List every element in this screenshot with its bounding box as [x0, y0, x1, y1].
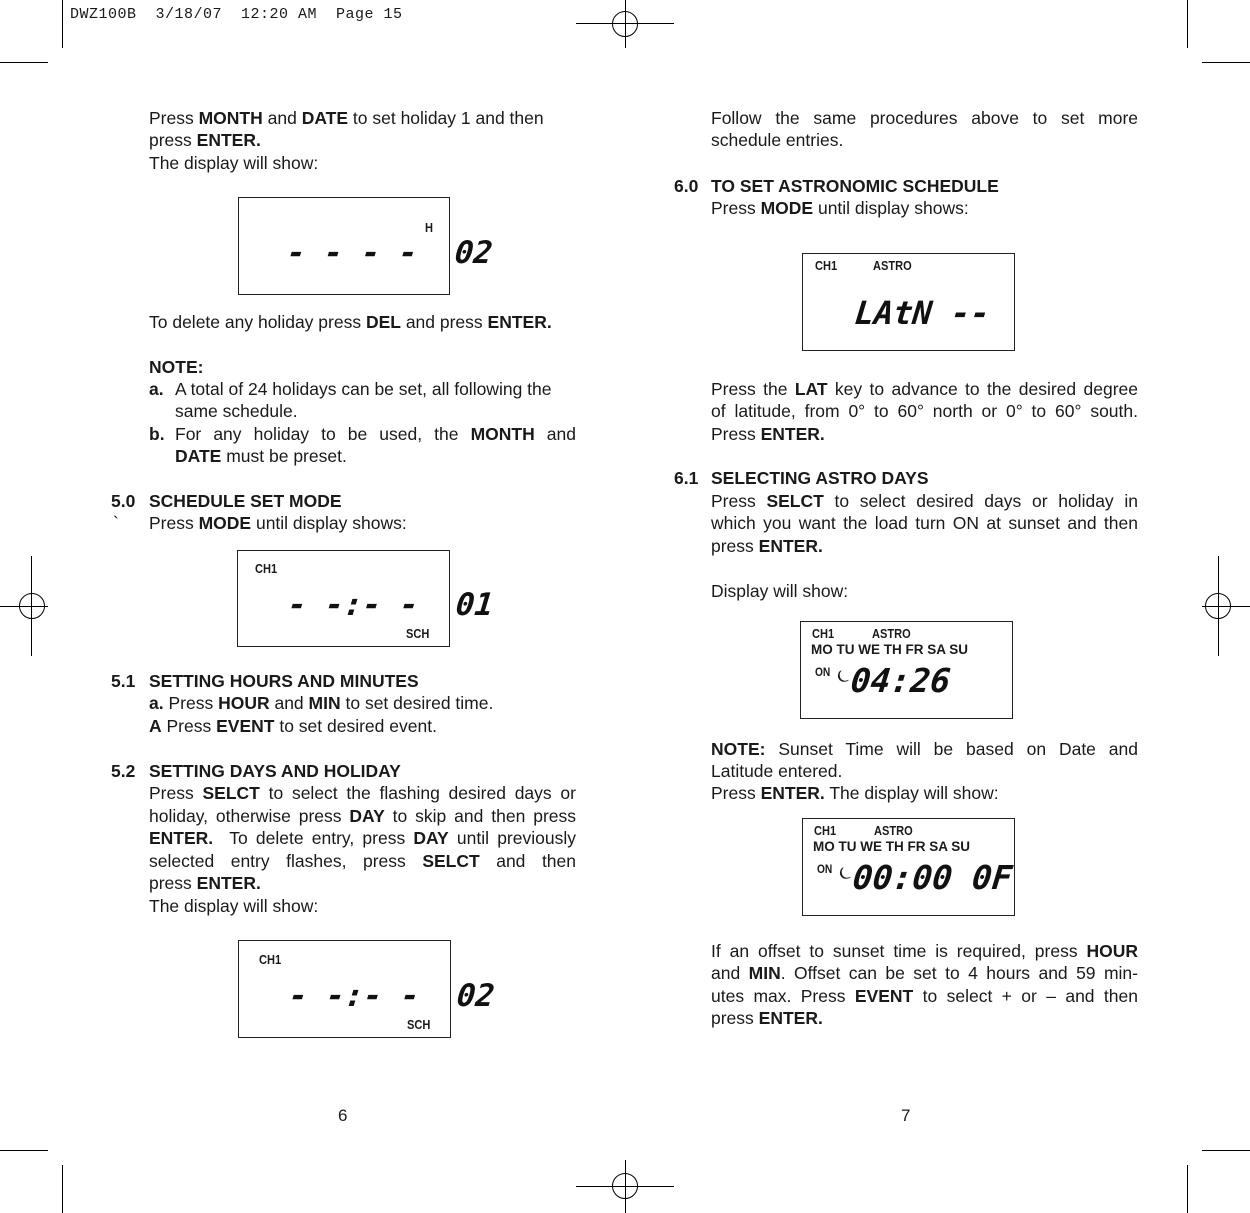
paragraph-line: To delete any holiday press DEL and press ENTER. — [149, 312, 552, 332]
registration-line — [0, 606, 48, 607]
lcd-digits: - -:- - 02 — [287, 978, 497, 1014]
paragraph-line: If an offset to sunset time is required, press HOUR — [711, 941, 1138, 961]
paragraph-line: same schedule. — [175, 401, 298, 421]
crop-mark — [1187, 0, 1188, 48]
mode-label: ASTRO — [872, 626, 911, 641]
on-indicator: ON — [815, 665, 831, 679]
section-title: SETTING HOURS AND MINUTES — [149, 671, 419, 691]
paragraph-line: For any holiday to be used, the MONTH and — [175, 424, 576, 444]
registration-line — [31, 556, 32, 656]
mode-label: ASTRO — [874, 823, 913, 838]
paragraph-line: a. Press HOUR and MIN to set desired time. — [149, 693, 494, 713]
paragraph-line: Display will show: — [711, 581, 849, 601]
crop-mark — [0, 1150, 48, 1151]
print-slug: DWZ100B 3/18/07 12:20 AM Page 15 — [70, 6, 403, 23]
paragraph-line: ENTER. To delete entry, press DAY until previously — [149, 828, 576, 848]
lcd-digits: - -:- - 01 — [286, 587, 496, 623]
paragraph-line: and MIN. Offset can be set to 4 hours and 59 min- — [711, 963, 1138, 983]
section-number: 6.1 — [674, 468, 699, 488]
paragraph-line: Press SELCT to select desired days or holiday in — [711, 491, 1138, 511]
paragraph-line: of latitude, from 0° to 60° north or 0° to 60° south. — [711, 401, 1138, 421]
paragraph-line: schedule entries. — [711, 130, 844, 150]
paragraph-line: press ENTER. — [149, 130, 261, 150]
paragraph-line: Latitude entered. — [711, 761, 843, 781]
moon-icon: ⏾ — [837, 668, 850, 685]
lcd-digits: 04:26 — [848, 661, 953, 700]
paragraph-line: Press SELCT to select the flashing desired days or — [149, 783, 576, 803]
paragraph-line: Press the LAT key to advance to the desired degree — [711, 379, 1138, 399]
section-title: SCHEDULE SET MODE — [149, 491, 342, 511]
paragraph-line: press ENTER. — [149, 873, 261, 893]
list-label: b. — [149, 424, 165, 444]
on-indicator: ON — [817, 862, 833, 876]
paragraph-line: DATE must be preset. — [175, 446, 347, 466]
paragraph-line: Press ENTER. — [711, 424, 825, 444]
paragraph-line: A total of 24 holidays can be set, all following the — [175, 379, 552, 399]
paragraph-line: selected entry flashes, press SELCT and then — [149, 851, 577, 871]
channel-label: CH1 — [814, 823, 837, 838]
section-number: 5.2 — [111, 761, 136, 781]
lcd-display-offset — [802, 818, 1015, 916]
paragraph-line: Press ENTER. The display will show: — [711, 783, 999, 803]
section-title: TO SET ASTRONOMIC SCHEDULE — [711, 176, 999, 196]
page-number: 7 — [901, 1106, 911, 1125]
crop-mark — [1187, 1165, 1188, 1213]
lcd-display-astro-days — [800, 621, 1013, 719]
paragraph-line: The display will show: — [149, 896, 319, 916]
registration-line — [1218, 556, 1219, 656]
lcd-digits: 00:00 0F — [850, 858, 1015, 897]
mode-label: SCH — [407, 1017, 431, 1032]
paragraph-line: NOTE: Sunset Time will be based on Date and — [711, 739, 1138, 759]
note-heading: NOTE: — [149, 357, 204, 377]
crop-mark — [1202, 1150, 1250, 1151]
section-number: 5.1 — [111, 671, 136, 691]
channel-label: CH1 — [812, 626, 835, 641]
registration-line — [625, 1160, 626, 1213]
paragraph-line: Press MODE until display shows: — [149, 513, 407, 533]
crop-mark — [62, 0, 63, 48]
mode-label: SCH — [406, 626, 430, 641]
paragraph-line: utes max. Press EVENT to select + or – and then — [711, 986, 1138, 1006]
paragraph-line: holiday, otherwise press DAY to skip and then press — [149, 806, 577, 826]
paragraph-line: The display will show: — [149, 153, 319, 173]
mode-label: ASTRO — [873, 258, 912, 273]
paragraph-line: Press MODE until display shows: — [711, 198, 969, 218]
weekday-row: MO TU WE TH FR SA SU — [811, 642, 968, 657]
paragraph-line: Follow the same procedures above to set more — [711, 108, 1138, 128]
crop-mark — [0, 62, 48, 63]
lcd-digits: LAtN -- — [853, 294, 992, 332]
stray-mark: ` — [113, 513, 119, 533]
lcd-display-latitude — [802, 253, 1015, 351]
section-number: 5.0 — [111, 491, 136, 511]
page-number: 6 — [338, 1106, 348, 1125]
lcd-display-schedule-2 — [238, 940, 497, 1038]
lcd-display-schedule-1 — [237, 550, 496, 647]
channel-label: CH1 — [259, 952, 282, 967]
crop-mark — [1202, 62, 1250, 63]
section-number: 6.0 — [674, 176, 699, 196]
paragraph-line: press ENTER. — [711, 536, 823, 556]
paragraph-line: Press MONTH and DATE to set holiday 1 and then — [149, 108, 544, 128]
registration-line — [625, 0, 626, 48]
lcd-display-holiday — [238, 197, 495, 295]
paragraph-line: which you want the load turn ON at sunset and then — [711, 513, 1138, 533]
section-title: SELECTING ASTRO DAYS — [711, 468, 929, 488]
holiday-indicator: H — [425, 220, 433, 235]
lcd-digits: - - - - 02 — [285, 235, 495, 271]
section-title: SETTING DAYS AND HOLIDAY — [149, 761, 401, 781]
channel-label: CH1 — [815, 258, 838, 273]
registration-line — [1202, 606, 1250, 607]
crop-mark — [62, 1165, 63, 1213]
weekday-row: MO TU WE TH FR SA SU — [813, 839, 970, 854]
paragraph-line: A Press EVENT to set desired event. — [149, 716, 437, 736]
channel-label: CH1 — [255, 561, 278, 576]
list-label: a. — [149, 379, 164, 399]
moon-icon: ⏾ — [839, 865, 852, 882]
paragraph-line: press ENTER. — [711, 1008, 823, 1028]
